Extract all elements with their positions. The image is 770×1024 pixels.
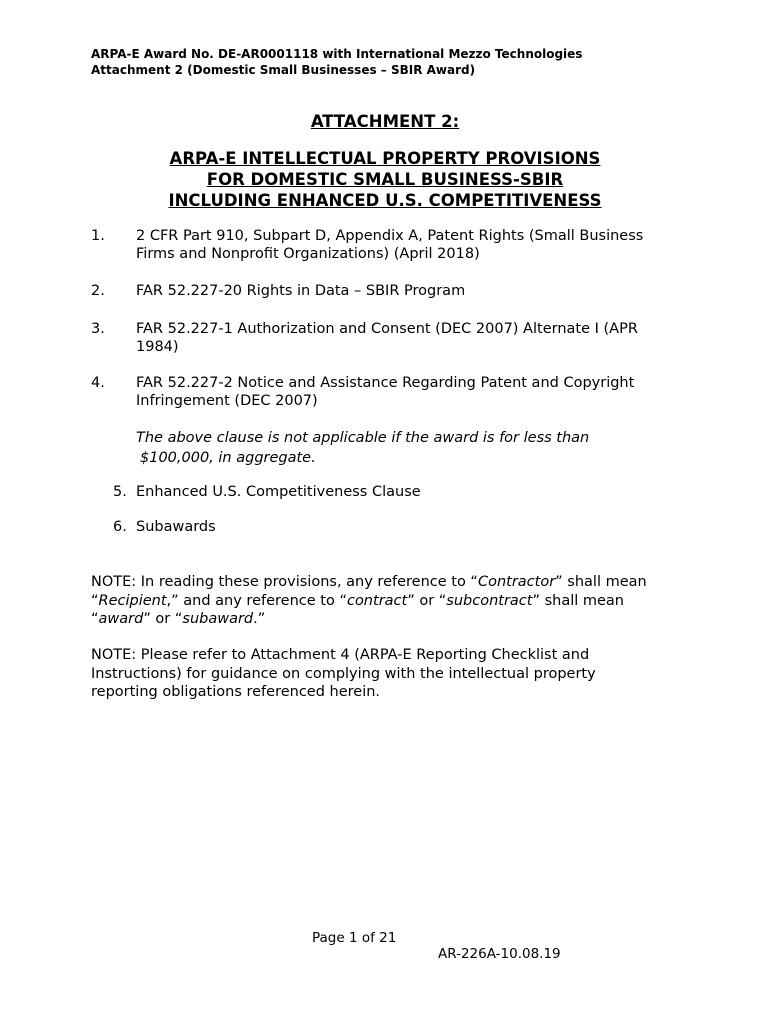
note-1-text: ,” and any reference to “	[166, 592, 347, 609]
note-1-term: Recipient	[98, 592, 167, 609]
attachment-title: ATTACHMENT 2:	[310, 112, 460, 131]
document-code: AR-226A-10.08.19	[438, 946, 561, 962]
note-1-text: ” shall mean	[555, 574, 647, 590]
item-4-line-2: Infringement (DEC 2007)	[136, 393, 318, 409]
note-2-line-1: NOTE: Please refer to Attachment 4 (ARPA-E Reporting Checklist and	[91, 647, 590, 663]
item-6-number: 6.	[113, 519, 127, 535]
item-4-number: 4.	[91, 375, 105, 391]
item-4-note-line-1: The above clause is not applicable if the award is for less than	[136, 430, 590, 446]
note-1-text: ” or “	[407, 592, 447, 609]
item-5-line-1: Enhanced U.S. Competitiveness Clause	[136, 484, 421, 500]
heading-line-2: FOR DOMESTIC SMALL BUSINESS-SBIR	[206, 170, 564, 189]
item-1-number: 1.	[91, 228, 105, 244]
note-2-line-2: Instructions) for guidance on complying with the intellectual property	[91, 665, 596, 682]
note-1-term: subcontract	[446, 592, 533, 609]
item-5-number: 5.	[113, 484, 127, 500]
item-4-note-line-2: $100,000, in aggregate.	[140, 450, 316, 466]
note-1-text: NOTE: In reading these provisions, any reference to “	[91, 574, 478, 590]
note-1-text: “	[91, 611, 99, 627]
item-3-number: 3.	[91, 321, 105, 337]
note-1-term: award	[98, 611, 144, 627]
heading-line-1: ARPA-E INTELLECTUAL PROPERTY PROVISIONS	[169, 149, 601, 168]
note-1-text: “	[91, 592, 99, 609]
item-2-number: 2.	[91, 283, 105, 299]
note-1-line-1	[91, 573, 691, 592]
note-2-line-3: reporting obligations referenced herein.	[91, 684, 381, 700]
item-4-line-1: FAR 52.227-2 Notice and Assistance Regarding Patent and Copyright	[136, 375, 635, 391]
note-1-term: subaward	[182, 611, 254, 627]
note-2	[91, 646, 691, 702]
item-1-line-1: 2 CFR Part 910, Subpart D, Appendix A, Patent Rights (Small Business	[136, 228, 644, 244]
note-1-term: contract	[346, 592, 408, 609]
header-line-2: Attachment 2 (Domestic Small Businesses – SBIR Award)	[91, 63, 476, 77]
heading-line-3: INCLUDING ENHANCED U.S. COMPETITIVENESS	[168, 191, 602, 210]
note-1-text: ” shall mean	[532, 592, 624, 609]
item-3-line-1: FAR 52.227-1 Authorization and Consent (DEC 2007) Alternate I (APR	[136, 321, 638, 337]
page-number: Page 1 of 21	[312, 930, 397, 946]
note-1-line-2	[91, 592, 691, 611]
note-1-text: .”	[253, 611, 266, 627]
item-2-line-1: FAR 52.227-20 Rights in Data – SBIR Program	[136, 283, 466, 299]
note-1	[91, 573, 691, 629]
header-line-1: ARPA-E Award No. DE-AR0001118 with International Mezzo Technologies	[91, 47, 583, 61]
item-3-line-2: 1984)	[136, 339, 179, 355]
note-1-line-3	[91, 610, 691, 629]
note-1-text: ” or “	[143, 611, 183, 627]
item-1-line-2: Firms and Nonprofit Organizations) (April 2018)	[136, 246, 480, 262]
note-1-term: Contractor	[477, 574, 556, 590]
item-6-line-1: Subawards	[136, 519, 216, 535]
